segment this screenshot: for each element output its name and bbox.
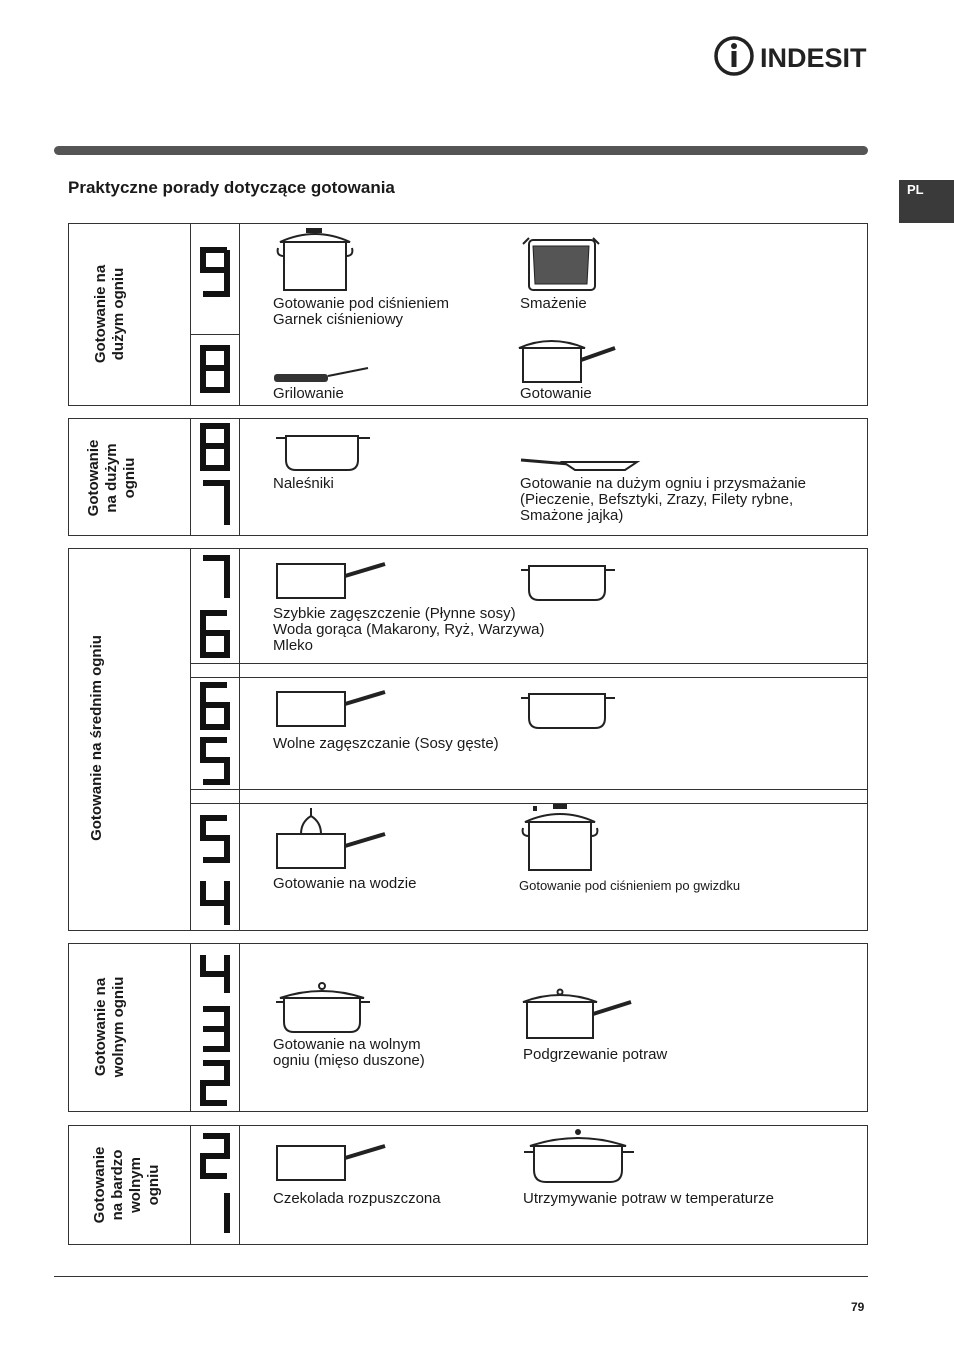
item-label: Gotowanie na wodzie bbox=[273, 875, 417, 892]
digit-6 bbox=[200, 610, 230, 658]
category-label: Gotowanie na dużym ogniu bbox=[85, 439, 138, 517]
heat-levels bbox=[200, 423, 230, 476]
frying-pan-icon bbox=[519, 456, 641, 472]
pressure-cooker-icon bbox=[519, 802, 603, 872]
digit-4 bbox=[200, 878, 230, 928]
item-label: Czekolada rozpuszczona bbox=[273, 1190, 441, 1207]
heat-levels bbox=[200, 480, 230, 533]
lidded-pot-icon bbox=[522, 1126, 636, 1184]
pot-icon bbox=[519, 690, 619, 730]
digit-4 bbox=[200, 952, 230, 996]
heat-levels bbox=[200, 246, 230, 303]
item-label: Utrzymywanie potraw w temperaturze bbox=[523, 1190, 774, 1207]
pot-icon bbox=[519, 562, 619, 602]
section-low-heat bbox=[68, 943, 868, 1112]
item-label: Szybkie zagęszczenie (Płynne sosy) Woda gorąca (Makarony, Ryż, Warzywa) Mleko bbox=[273, 605, 545, 654]
header-rule bbox=[54, 146, 868, 155]
item-label: Gotowanie pod ciśnieniem po gwizdku bbox=[519, 878, 741, 893]
footer-rule bbox=[54, 1276, 868, 1277]
digit-2 bbox=[200, 1133, 230, 1179]
saucepan-icon bbox=[275, 686, 389, 730]
section-very-low-heat bbox=[68, 1125, 868, 1245]
item-label: Podgrzewanie potraw bbox=[523, 1046, 668, 1063]
saucepan-icon bbox=[275, 558, 389, 602]
language-tab: PL bbox=[899, 180, 954, 223]
pot-icon bbox=[274, 432, 374, 472]
page-title: Praktyczne porady dotyczące gotowania bbox=[68, 178, 395, 197]
grill-pan-icon bbox=[272, 364, 372, 384]
casserole-icon bbox=[274, 980, 372, 1036]
heat-levels bbox=[200, 815, 230, 868]
heat-levels bbox=[200, 345, 230, 398]
heat-levels bbox=[200, 878, 230, 933]
heat-levels bbox=[200, 737, 230, 790]
item-label: Gotowanie na wolnym ogniu (mięso duszone) bbox=[273, 1036, 425, 1069]
heat-levels bbox=[200, 1060, 230, 1111]
digit-1 bbox=[200, 1190, 230, 1236]
digit-9 bbox=[200, 246, 230, 298]
brand-name: INDESIT bbox=[760, 43, 867, 73]
category-label: Gotowanie na bardzo wolnym ogniu bbox=[91, 1146, 162, 1224]
item-label: Gotowanie bbox=[520, 385, 592, 402]
digit-2 bbox=[200, 1060, 230, 1106]
heat-levels bbox=[200, 555, 230, 606]
steamer-saucepan-icon bbox=[275, 806, 389, 872]
digit-5 bbox=[200, 737, 230, 785]
item-label: Smażenie bbox=[520, 295, 587, 312]
category-label: Gotowanie na średnim ogniu bbox=[88, 635, 105, 841]
pressure-cooker-icon bbox=[276, 226, 356, 292]
digit-6 bbox=[200, 682, 230, 730]
category-label: Gotowanie na dużym ogniu bbox=[92, 264, 127, 364]
heat-levels bbox=[200, 1006, 230, 1057]
heat-levels bbox=[200, 610, 230, 663]
pot-with-handle-icon bbox=[519, 334, 619, 384]
digit-7 bbox=[200, 555, 230, 601]
category-label: Gotowanie na wolnym ogniu bbox=[92, 976, 127, 1078]
digit-8 bbox=[200, 423, 230, 471]
item-label: Grilowanie bbox=[273, 385, 344, 402]
heat-levels bbox=[200, 1133, 230, 1184]
digit-3 bbox=[200, 1006, 230, 1052]
item-label: Gotowanie na dużym ogniu i przysmażanie (Pieczenie, Befsztyki, Zrazy, Filety rybne, Smażone jajka) bbox=[520, 475, 806, 524]
section-high-heat bbox=[68, 223, 868, 406]
indesit-logo bbox=[714, 34, 870, 78]
digit-7 bbox=[200, 480, 230, 528]
lidded-saucepan-icon bbox=[523, 986, 635, 1042]
heat-levels bbox=[200, 1190, 230, 1241]
saucepan-icon bbox=[275, 1140, 389, 1184]
heat-levels bbox=[200, 682, 230, 735]
item-label: Gotowanie pod ciśnieniem Garnek ciśnieniowy bbox=[273, 295, 449, 328]
item-label: Wolne zagęszczanie (Sosy gęste) bbox=[273, 735, 499, 752]
item-label: Naleśniki bbox=[273, 475, 334, 492]
digit-8 bbox=[200, 345, 230, 393]
page-number: 79 bbox=[851, 1300, 865, 1314]
heat-levels bbox=[200, 952, 230, 1001]
digit-5 bbox=[200, 815, 230, 863]
fryer-basket-icon bbox=[519, 236, 603, 292]
